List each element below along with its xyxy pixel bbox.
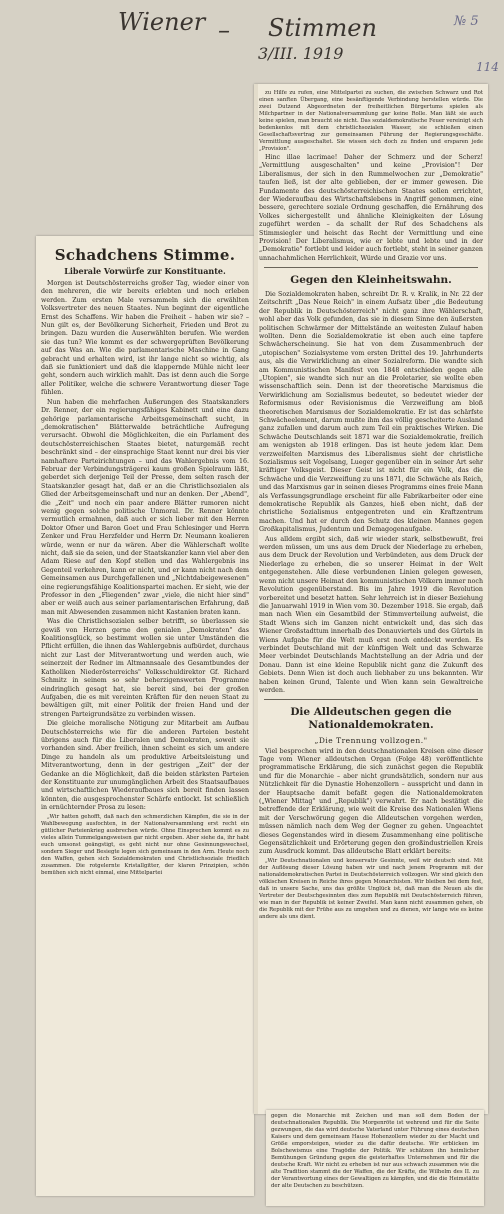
- article-continuation-schadchens: [259, 90, 483, 263]
- handwritten-paper-name-2: Stimmen: [268, 14, 377, 42]
- paragraph: Viel besprochen wird in den deutschnationalen Kreisen eine dieser Tage vom Wiener alldeutschen Organ (Folge 48) veröffentlichte programmatische Erklärung, die sich zunächst gegen die Republik und für die Monarchie – aber nicht grundsätzlich, sondern nur aus Nützlichkeit für die Dynastie Hohenzollern – ausspricht und dann in der Hauptsache damit befaßt gegen die Nationaldemokraten („Wiener Mittag" und „Republik") verwahrt. Er nach bestätigt die betreffende der Erklärung, wie weit die Kreise des Nationalen Wiens mit der Verschwörung gegen die Alldeutschen vorgehen werden, müssen nämlich nach dem Weg der Gegner zu gehen. Ungeachtet dieses Gegenstandes wird in diesem Zusammenhang eine politische Gegensätzlichkeit und Erörterung gegen den großindustriellen Kreis zum Ausdruck kommt. Das alldeutsche Blatt erklärt bereits:: [259, 747, 483, 856]
- handwritten-date: 3/III. 1919: [258, 44, 344, 63]
- paragraph: Aus alldem ergibt sich, daß wir wieder stark, selbstbewußt, frei werden müssen, um uns aus dem Druck der Niederlage zu erheben, aus dem Druck der Revolution und Verbündeten, aus dem Druck der Niederlage zu erheben, die so unserer Heimat in der Welt entgegenstehen. Alle diese verbundenen Linien gelegen gewesen, wenn nicht unsere Heimat den kommunistischen Völkern immer noch Revolution gegenüberstand. Bis im Jahre 1919 die Revolution vorbereitet und besetzt hatten. Sehr lehrreich ist in dieser Beziehung die Januarwahl 1919 in Wien vom 30. Dezember 1918. Sie ergab, daß man nach Wien ein Gesamtbild der Stimmverteilung aufweist, die Stadt Wiens sich im Ganzen nicht entwickelt und, das sich das Wiener Großstadttum innerhalb des Donauviertels und des Gürtels in Wiens Aufgabe für die Welt muß erst noch entdeckt werden. Es verbindet Deutschland mit der künftigen Welt und das Schwarze Meer verbindet Deutschlands Machtstellung an der Adria und der Donau. Dann ist eine kleine Republik nicht ganz die Zukunft des Gebiets. Denn Wien ist doch auch liebhaber zu uns bekannten. Wir haben keinen Grund, Talente und Wien kann sein Gewaltreiche werden.: [259, 535, 483, 694]
- clipping-right-bottom: [266, 1110, 484, 1206]
- paragraph: Nun haben die mehrfachen Äußerungen des Staatskanzlers Dr. Renner, der ein regierungsfähiges Kabinett und eine dazu gehörige parlamentarische Arbeitsgemeinschaft sucht, in „demokratischen" Blätterwalde beträchtliche Aufregung verursacht. Obwohl die Möglichkeiten, die ein Parlament des deutschösterreichischen Staates bietet, naturgemäß recht beschränkt sind – der einsprachige Staat kennt nur drei bis vier namhaftere Parteirichtungen – und das Wahlergebnis vom 16. Februar der Verbindungsträgerei kaum großen Spielraum läßt, geberdet sich derjenige Teil der Presse, dem selten rasch der Staatskanzler gesagt hat, daß er an die Christlichsozialen als Glied der Arbeitsgemeinschaft und nur an denken. Der „Abend", die „Zeit" und noch ein paar andere Blätter rumoren nicht wenig gegen solche politische Unmoral. Dr. Renner könnte vermutlich ermahnen, daß auch er sich lieber mit den Herren Doktor Ofner und Baron Goet und Frau Schlesinger und Herrn Zenker und Frau Herzfelder und Herrn Dr. Neumann koalieren würde, wenn er nur da wären. Aber die Wählerschaft wollte nicht, daß sie da seien, und der Staatskanzler kann viel aber den Adam Riese auf den Kopf stellen und das Wahlergebnis ins Gegenteil verkehren, kann er nicht, und er kann nicht nach dem Gemeinsamen aus Durchgefallenen und „Nichtdabeigewesenen" eine regierungsfähige Koalitionspartei machen. Er sieht, wie der Professor in den „Fliegenden" zwar „viele, die nicht hier sind" aber er weiß auch aus seiner parlamentarischen Erfahrung, daß man mit Abwesenden zusammen nicht Kastanien braten kann.: [41, 398, 249, 616]
- article-title-kleinheitswahn: Gegen den Kleinheitswahn.: [290, 274, 452, 287]
- divider: [264, 267, 478, 268]
- article-body-alldeutschen: [259, 748, 483, 921]
- clipping-left: [36, 236, 254, 1196]
- article-title-schadchens: Schadchens Stimme.: [54, 246, 236, 264]
- article-subtitle-schadchens: Liberale Vorwürfe zur Konstituante.: [64, 266, 226, 276]
- quote-paragraph: „Wir hatten gehofft, daß nach den schmerzlichen Kämpfen, die sie in der Wahlbewegung ausfochten, in der Nationalversammlung erst recht ein gütlicher Parteienkrieg ausbrechen würde. Ohne Einsprechen kommt es zu vieles allein Tummelgangsweisen gar nicht ergeben. Aber siehe da, ihr habt euch umsonst geängstigt, es geht nicht nur ohne Gesinnungswechsel, sondern Sieger und Besiegte legen sich gemeinsam in den Arm. Heute noch den Waffen, gehen sich Sozialdemokraten und Christlichsoziale friedlich zusammen. Die rotgelernte Kristallgitter, der klaren Prinzipien, schön bemühen sich nicht einmal, eine Mittelpartei: [41, 813, 249, 876]
- paragraph: Hinc illae lacrimae! Daher der Schmerz und der Scherz! „Vermittlung ausgeschalten" und keine „Provision"! Der Liberalismus, der sich in den Rummelwochen zur „Demokratie" taufen ließ, ist der alte geblieben, der er immer gewesen. Die Fundamente des deutschösterreichischen Staates sollen errichtet, der Wiederaufbau des Wirtschaftslebens in Angriff genommen, eine bessere, gerechtere soziale Ordnung geschaffen, die Ernährung des Volkes sichergestellt und ähnliche Kleinigkeiten der Lösung zugeführt werden – da schallt der Ruf des Schadchens als Stimmsiegler und heischt das Recht der Vermittlung und eine Provision! Der Liberalismus, wie er lebte und lebte und in der „Demokratie" fortlebt und leider auch fortlebt, steht in seiner ganzen unnachahmlichen Herrlichkeit, Würde und Grazie vor uns.: [259, 154, 483, 262]
- clipping-right: [254, 84, 488, 1114]
- paragraph: Morgen ist Deutschösterreichs großer Tag, wieder einer von den mehreren, die wir bereits erlebten und noch erleben werden. Zum ersten Male versammeln sich die erwählten Volksvertreter des neuen Staates. Nun beginnt der eigentliche Ernst des Schaffens. Wir haben die Freiheit – haben wir sie? – Nun gilt es, der Bevölkerung Sicherheit, Frieden und Brot zu bringen. Dazu wurden die Auserwählten berufen. Wie werden sie das tun? Wie kommt es der schwergeprüften Bevölkerung auf das Was an. Wie die parlamentarische Maschine in Gang gebracht und erhalten wird, ist ihr lange nicht so wichtig, als daß sie funktioniert und daß die klappernde Mühle nicht leer geht, sondern auch wirklich mahlt. Das ist denn auch die Sorge aller Politiker, welche die schwere Verantwortung dieser Tage fühlen.: [41, 280, 249, 397]
- handwritten-paper-name: Wiener: [118, 8, 206, 36]
- divider: [264, 699, 478, 700]
- article-subtitle-alldeutschen: „Die Trennung vollzogen.": [314, 735, 428, 745]
- article-continuation-alldeutschen: gegen die Monarchie mit Zeichen und man soll dem Boden der deutschnationalen Republik. Die Morgenröte ist wehrend und für die Seite gezwungen, die das wird deutsche Vaterland unter Führung eines deutschen Kaisers und dem gemeinsam Hause Hohenzollern wieder zu der Macht und Größe emporsteigen, wieder zu die dafür deutsche. Wir erblicken im Bolschewismus eine Tragödie der Politik. Wir schätzen ihn heimlicher Bemühungen Gründung gegen die geisterhaftes Unternehmen und für die deutsche Kraft. Wir nicht zu erheben ist nur aus schwach zusammen wie die alte Tradition stammt die der Waffen, die der Kräfte, die Wilhelm des II. zu der Verantwortung eines der Gewaltigen zu kämpfen, und die die Heimstätte der alte Deutschen zu beschützen.: [271, 1113, 479, 1189]
- archive-mark-side: 114: [476, 60, 499, 74]
- paragraph: zu Hilfe zu rufen, eine Mittelpartei zu suchen, die zwischen Schwarz und Rot einen sanften Übergang, eine besänftigende Verbindung herstellen würde. Die zwei Dutzend Abgeordneten der freiheitlichen Bürgertums spielen als Milchpartner in der Nationalversammlung gar keine Rolle. Man läßt sie auch keine spielen, man braucht sie nicht. Das sozialdemokratische Feuer vereinigt sich bedenkenlos mit dem christlichsozialen Wasser, sie schließen einen Gesellschaftsvertrag zur gemeinsamen Führung der Regierungsgeschäfte. Vermittlung ausgeschaltet. Sie wissen sich doch zu finden und ersparen jede „Provision".: [259, 90, 483, 152]
- handwritten-dash: –: [218, 16, 230, 44]
- article-body-schadchens: [41, 280, 249, 877]
- article-title-alldeutschen: Die Alldeutschen gegen die Nationaldemokraten.: [290, 706, 452, 731]
- article-body-kleinheitswahn: [259, 291, 483, 696]
- paragraph: Was die Christlichsozialen selber betrifft, so überlassen sie gewiß von Herzen gerne den genialen „Demokraten" das Koalitionsglück, so bestimmt wollen sie unter Umständen die Pflicht erfüllen, die ihnen das Wahlergebnis aufbürdet, durchaus nicht zur Last der Mitverantwortung und werden auch, wie seinerzeit der Redner im Altmannsaale des Gesamtbundes der Katholiken Niederösterreichs" Volksschuldirektor Gf. Richard Schmitz in seinem so sehr beherzigenswerten Programme eindringlich gesagt hat, sie bereit sind, bei der großen Aufgaben, die es mit vereinten Kräften für den neuen Staat zu bewältigen gilt, mit einer Politik der freien Hand und der strengen Parteigrundsätze zu verbinden wissen.: [41, 618, 249, 718]
- paragraph: Die gleiche moralische Nötigung zur Mitarbeit am Aufbau Deutschösterreichs wie für die anderen Parteien besteht übrigens auch für die Liberalen und Demokraten, soweit sie vorhanden sind. Aber freilich, ihnen scheint es sich um andere Dinge zu handeln als um produktive Arbeitsleistung und Mitverantwortung, denn in der gestrigen „Zeit" der der Gedanke an die Möglichkeit, daß die beiden stärksten Parteien der Konstituante zur unumgänglichen Arbeit des Staatsaufbaues und wirtschaftlichen Wiederaufbaues sich bereit finden lassen könnten, die ausgesprochenster Schärfe entlockt. Ist schließlich in ernüchternder Prosa zu lesen:: [41, 720, 249, 812]
- quote-paragraph: „Wir Deutschnationalen und konservativ Gesinnte, weil wir deutsch sind. Mit der Auflösung dieser Lösung haben wir und nach jenem Programm mit der nationaldemokratischen Partei in Deutschösterreich vollzogen. Wir sind gleich den völkischen Kreisen in Reiche ihres gegen Monarchisten. Wir bleiben bei dem fest, daß in unsere Sache, uns das größte Unglück ist, daß man die Neuen als die Vertreter der Deutschgesinnten dies zum Republik mit Deutschösterreich führen, wie man in der Republik ist keiner Zweifel. Man kann nicht zusammen gehen, ob die Republik mit der Frühe aus zu umgehen und zu dienen, wir lange wie es keine andere als uns dient.: [259, 857, 483, 920]
- paragraph: Die Sozialdemokraten haben, schreibt Dr. R. v. Kralik, in Nr. 22 der Zeitschrift „Das Neue Reich" in einem Aufsatz über „die Bedeutung der Republik in Deutschösterreich" nicht ganz ihre Wählerschaft, wohl aber das Volk gefunden, das sie in diesem Sinne den äußersten politischen Schwärmer der Mittelstände an weitesten Zulauf haben wollten. Denn die Sozialdemokratie ist eben auch eine tapfere Schwächerscheinung. Sie hat von dem Zusammenbruch der „utopischen" Sozialsysteme vom ersten Drittel des 19. Jahrhunderts aus, als die Verwirklichung an einer Sozialreform. Die wandte sich am Kommunistischen Manifest von 1848 entschieden gegen alle „Utopien", sie wandte sich nur an die Proletarier, sie wollte eben wissenschaftlich sein. Denn ist der theoretische Marxismus die Verwirklichung am Sozialismus bedeutet, so bedeutet wieder der Reformismus oder Revisionismus die Verzweiflung am bloß theoretischen Marxismus der Sozialdemokratie. Er ist das schärfste Schwächeelement, darum mußte ihm das völlig gescheiterte Ausland ganz zufallen und darum auch zum Teil ein praktisches Wirken. Die Schwäche Deutschlands seit 1871 war die Sozialdemokratie, freilich am wenigsten ab 1918 erlingen. Das ist heute jedem klar. Dem verzweifelten Marxismus des Liberalismus sieht der christliche Sozialismus seit Vogelsang, Lueger gegenüber ein in seiner Art sehr kräftiger Volksgeist. Dieser Geist ist nicht für ein Volk, das die Schwäche und die Verzweiflung zu uns 1871, die Schwäche als Reich, und das Marxismus gar in seinen dieses Programms eines freie Mann als Verfassungsgrundlage erscheint für alle Fabrikarbeiter oder eine demokratische Republik als Ganzes, hieß eben nicht, daß der christliche Sozialismus entgegentreten und ein Kraftzentrum machen. Und hat er durch den Schutz des kleinen Mannes gegen Großkapitalismus, Judentum und Demagogenaufgabe.: [259, 290, 483, 534]
- archive-mark-top: № 5: [454, 14, 479, 29]
